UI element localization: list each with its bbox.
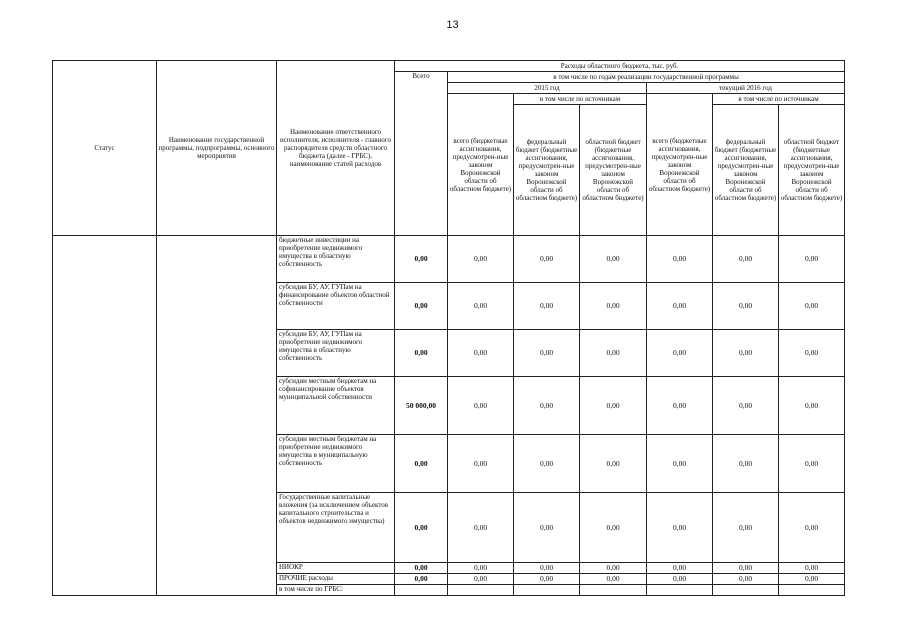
header-2015-all: всего (бюджетные ассигнования, предусмотрен-ные законом Воронежской области об областном бюджете) bbox=[448, 94, 514, 236]
table-body bbox=[53, 236, 845, 596]
value-cell: 0,00 bbox=[580, 563, 647, 574]
value-cell: 0,00 bbox=[448, 435, 514, 493]
page-number: 13 bbox=[446, 19, 459, 31]
header-year-2015: 2015 год bbox=[448, 83, 647, 94]
table-row bbox=[53, 236, 845, 283]
header-2016-all: всего (бюджетные ассигнования, предусмотрен-ные законом Воронежской области об областном бюджете) bbox=[647, 94, 713, 236]
value-cell: 0,00 bbox=[647, 563, 713, 574]
value-cell bbox=[580, 585, 647, 596]
value-cell: 0,00 bbox=[647, 493, 713, 563]
value-cell: 0,00 bbox=[647, 330, 713, 377]
value-cell: 0,00 bbox=[580, 283, 647, 330]
program-name-cell bbox=[157, 236, 277, 596]
value-cell: 0,00 bbox=[779, 330, 845, 377]
value-cell: 0,00 bbox=[713, 493, 779, 563]
value-cell: 0,00 bbox=[514, 330, 580, 377]
row-label: Государственные капитальные вложения (за исключением объектов капитального строительства и объектов недвижимого имущества) bbox=[277, 493, 395, 563]
header-executor-name: Наименование ответственного исполнителя, исполнителя - главного распорядителя средств областного бюджета (далее - ГРБС), наименование статей расходов bbox=[277, 61, 395, 236]
value-cell: 0,00 bbox=[647, 435, 713, 493]
value-cell bbox=[779, 585, 845, 596]
value-cell: 0,00 bbox=[779, 493, 845, 563]
row-total: 0,00 bbox=[395, 330, 448, 377]
header-status: Статус bbox=[53, 61, 157, 236]
table-header bbox=[53, 61, 845, 236]
status-cell bbox=[53, 236, 157, 596]
value-cell: 0,00 bbox=[713, 377, 779, 435]
header-2015-federal: федеральный бюджет (бюджетные ассигнования, предусмотрен-ные законом Воронежской области об областном бюджете) bbox=[514, 105, 580, 236]
row-total bbox=[395, 585, 448, 596]
value-cell: 0,00 bbox=[713, 435, 779, 493]
row-total: 0,00 bbox=[395, 563, 448, 574]
value-cell: 0,00 bbox=[448, 330, 514, 377]
value-cell: 0,00 bbox=[448, 563, 514, 574]
row-label: субсидии БУ, АУ, ГУПам на приобретение недвижимого имущества в областную собственность bbox=[277, 330, 395, 377]
row-total: 50 000,00 bbox=[395, 377, 448, 435]
value-cell: 0,00 bbox=[779, 377, 845, 435]
budget-table bbox=[52, 60, 845, 596]
value-cell: 0,00 bbox=[713, 283, 779, 330]
row-label: в том числе по ГРБС: bbox=[277, 585, 395, 596]
value-cell bbox=[514, 585, 580, 596]
value-cell: 0,00 bbox=[779, 563, 845, 574]
row-label: субсидии БУ, АУ, ГУПам на финансирование объектов областной собственности bbox=[277, 283, 395, 330]
value-cell: 0,00 bbox=[448, 236, 514, 283]
header-2016-regional: областной бюджет (бюджетные ассигнования, предусмотрен-ные законом Воронежской области об областном бюджете) bbox=[779, 105, 845, 236]
value-cell: 0,00 bbox=[514, 283, 580, 330]
value-cell: 0,00 bbox=[514, 435, 580, 493]
row-total: 0,00 bbox=[395, 283, 448, 330]
row-total: 0,00 bbox=[395, 493, 448, 563]
value-cell: 0,00 bbox=[713, 236, 779, 283]
value-cell: 0,00 bbox=[514, 563, 580, 574]
row-label: субсидии местным бюджетам на приобретение недвижимого имущества в муниципальную собственность bbox=[277, 435, 395, 493]
header-total: Всего bbox=[395, 72, 448, 236]
value-cell: 0,00 bbox=[580, 330, 647, 377]
row-total: 0,00 bbox=[395, 236, 448, 283]
value-cell bbox=[713, 585, 779, 596]
value-cell: 0,00 bbox=[448, 574, 514, 585]
value-cell: 0,00 bbox=[514, 574, 580, 585]
value-cell bbox=[448, 585, 514, 596]
row-label: ПРОЧИЕ расходы bbox=[277, 574, 395, 585]
value-cell: 0,00 bbox=[580, 377, 647, 435]
header-program-name: Наименование государственной программы, подпрограммы, основного мероприятия bbox=[157, 61, 277, 236]
value-cell: 0,00 bbox=[779, 574, 845, 585]
value-cell: 0,00 bbox=[779, 236, 845, 283]
value-cell: 0,00 bbox=[779, 283, 845, 330]
value-cell: 0,00 bbox=[713, 330, 779, 377]
header-expenses-title: Расходы областного бюджета, тыс. руб. bbox=[395, 61, 845, 72]
value-cell bbox=[647, 585, 713, 596]
value-cell: 0,00 bbox=[448, 377, 514, 435]
row-label: бюджетные инвестиции на приобретение недвижимого имущества в областную собственность bbox=[277, 236, 395, 283]
value-cell: 0,00 bbox=[448, 493, 514, 563]
header-by-years: в том числе по годам реализации государственной программы bbox=[448, 72, 845, 83]
header-2015-regional: областной бюджет (бюджетные ассигнования, предусмотрен-ные законом Воронежской области об областном бюджете) bbox=[580, 105, 647, 236]
row-total: 0,00 bbox=[395, 435, 448, 493]
value-cell: 0,00 bbox=[713, 563, 779, 574]
value-cell: 0,00 bbox=[514, 377, 580, 435]
row-total: 0,00 bbox=[395, 574, 448, 585]
value-cell: 0,00 bbox=[514, 236, 580, 283]
value-cell: 0,00 bbox=[580, 236, 647, 283]
value-cell: 0,00 bbox=[448, 283, 514, 330]
value-cell: 0,00 bbox=[713, 574, 779, 585]
value-cell: 0,00 bbox=[647, 574, 713, 585]
header-2015-by-sources: в том числе по источникам bbox=[514, 94, 647, 105]
value-cell: 0,00 bbox=[580, 574, 647, 585]
value-cell: 0,00 bbox=[779, 435, 845, 493]
value-cell: 0,00 bbox=[580, 435, 647, 493]
header-2016-federal: федеральный бюджет (бюджетные ассигнования, предусмотрен-ные законом Воронежской области об областном бюджете) bbox=[713, 105, 779, 236]
row-label: субсидии местным бюджетам на софинансирование объектов муниципальной собственности bbox=[277, 377, 395, 435]
value-cell: 0,00 bbox=[580, 493, 647, 563]
value-cell: 0,00 bbox=[647, 236, 713, 283]
value-cell: 0,00 bbox=[647, 283, 713, 330]
header-year-2016: текущий 2016 год bbox=[647, 83, 845, 94]
value-cell: 0,00 bbox=[647, 377, 713, 435]
header-2016-by-sources: в том числе по источникам bbox=[713, 94, 845, 105]
value-cell: 0,00 bbox=[514, 493, 580, 563]
row-label: НИОКР bbox=[277, 563, 395, 574]
